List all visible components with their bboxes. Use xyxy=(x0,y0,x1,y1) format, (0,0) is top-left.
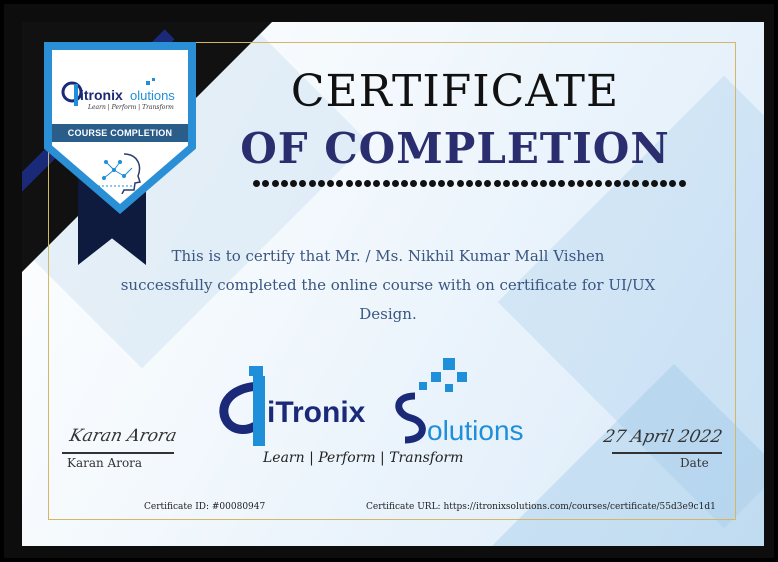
divider-dot xyxy=(299,180,306,187)
signature-line xyxy=(62,452,174,454)
divider-dot xyxy=(623,180,630,187)
divider-dot xyxy=(531,180,538,187)
divider-dot xyxy=(558,180,565,187)
divider-dot xyxy=(475,180,482,187)
divider-dot xyxy=(281,180,288,187)
itronix-logo xyxy=(205,356,555,476)
dotted-divider xyxy=(253,180,688,190)
certificate-title: CERTIFICATE xyxy=(290,66,620,117)
divider-dot xyxy=(327,180,334,187)
date-label: Date xyxy=(680,456,709,470)
divider-dot xyxy=(364,180,371,187)
divider-dot xyxy=(521,180,528,187)
certify-line-1: This is to certify that Mr. / Ms. Nikhil Kumar Mall Vishen xyxy=(171,247,605,265)
divider-dot xyxy=(253,180,260,187)
divider-dot xyxy=(272,180,279,187)
divider-dot xyxy=(346,180,353,187)
divider-dot xyxy=(669,180,676,187)
divider-dot xyxy=(392,180,399,187)
logo-tagline: Learn | Perform | Transform xyxy=(263,450,464,466)
divider-dot xyxy=(679,180,686,187)
divider-dot xyxy=(262,180,269,187)
divider-dot xyxy=(494,180,501,187)
certificate-id: Certificate ID: #00080947 xyxy=(144,502,266,512)
divider-dot xyxy=(383,180,390,187)
badge-brand: itronix xyxy=(80,87,123,103)
divider-dot xyxy=(410,180,417,187)
divider-dot xyxy=(549,180,556,187)
divider-dot xyxy=(595,180,602,187)
badge-tagline: Learn | Perform | Transform xyxy=(88,104,174,111)
certify-line-2: successfully completed the online course with on certificate for UI/UX xyxy=(120,276,656,294)
divider-dot xyxy=(503,180,510,187)
divider-dot xyxy=(401,180,408,187)
logo-brand-suffix: olutions xyxy=(427,415,524,446)
divider-dot xyxy=(355,180,362,187)
divider-dot xyxy=(429,180,436,187)
divider-dot xyxy=(577,180,584,187)
divider-dot xyxy=(466,180,473,187)
divider-dot xyxy=(651,180,658,187)
divider-dot xyxy=(605,180,612,187)
divider-dot xyxy=(438,180,445,187)
divider-dot xyxy=(290,180,297,187)
divider-dot xyxy=(642,180,649,187)
certificate-url[interactable]: Certificate URL: https://itronixsolutions.com/courses/certificate/55d3e9c1d1 xyxy=(366,502,716,512)
signatory-name: Karan Arora xyxy=(67,456,143,470)
divider-dot xyxy=(457,180,464,187)
divider-dot xyxy=(420,180,427,187)
divider-dot xyxy=(336,180,343,187)
divider-dot xyxy=(447,180,454,187)
signature-script: Karan Arora xyxy=(67,426,179,446)
divider-dot xyxy=(512,180,519,187)
divider-dot xyxy=(540,180,547,187)
divider-dot xyxy=(660,180,667,187)
course-completion-label: COURSE COMPLETION xyxy=(52,124,188,142)
certify-line-3: Design. xyxy=(359,305,417,323)
date-script: 27 April 2022 xyxy=(601,427,725,447)
badge-brand-suffix: olutions xyxy=(130,88,175,103)
divider-dot xyxy=(484,180,491,187)
divider-dot xyxy=(586,180,593,187)
badge-logo xyxy=(58,78,186,112)
ai-head-icon xyxy=(94,150,146,194)
divider-dot xyxy=(614,180,621,187)
divider-dot xyxy=(632,180,639,187)
logo-brand: iTronix xyxy=(267,396,366,429)
date-line xyxy=(612,452,722,454)
divider-dot xyxy=(373,180,380,187)
divider-dot xyxy=(309,180,316,187)
certificate-subtitle: OF COMPLETION xyxy=(240,124,670,173)
divider-dot xyxy=(568,180,575,187)
divider-dot xyxy=(318,180,325,187)
